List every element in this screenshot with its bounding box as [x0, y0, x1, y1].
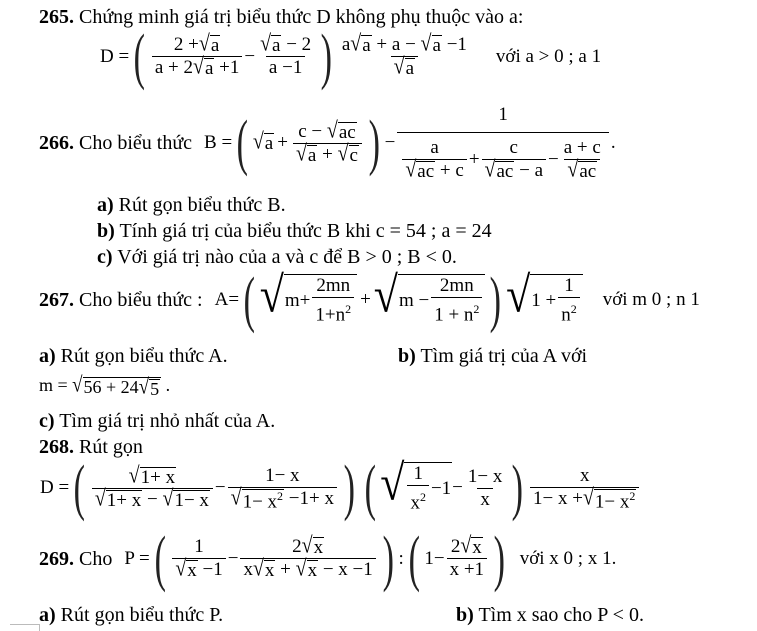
fraction: 2 + √ a a + 2 √ a +1	[152, 34, 243, 79]
part-a: a) Rút gọn biểu thức A.	[39, 345, 228, 367]
part-b: b) Tìm x sao cho P < 0.	[456, 604, 644, 626]
right-paren: )	[512, 454, 524, 523]
problem-intro: Cho biểu thức :	[79, 289, 203, 312]
left-paren: (	[73, 454, 86, 523]
problem-number: 268.	[39, 436, 74, 458]
problem-intro: Cho biểu thức	[79, 132, 193, 154]
fraction: 1 √ x −1	[172, 536, 225, 581]
formula-lhs: A=	[214, 289, 240, 311]
m-value: m = √ 56 + 24 √ 5 .	[39, 373, 171, 400]
right-paren: )	[320, 22, 333, 91]
problem-intro: Cho	[79, 547, 113, 570]
problem-number: 266.	[39, 132, 74, 154]
right-paren: )	[343, 454, 355, 523]
left-paren: (	[154, 524, 166, 593]
part-b: b) Tìm giá trị của A với	[398, 345, 588, 367]
problem-265-heading	[39, 6, 523, 28]
part-a: a) Rút gọn biểu thức B.	[97, 194, 286, 216]
condition: với x 0 ; x 1.	[519, 547, 617, 569]
formula-lhs: D =	[40, 477, 70, 499]
right-paren: )	[493, 524, 506, 593]
problem-intro: Rút gọn	[79, 436, 143, 458]
problem-number: 265.	[39, 6, 74, 28]
right-paren: )	[490, 266, 502, 335]
big-fraction: 1 a √ ac + c + c √ ac − a − a + c √ ac	[397, 104, 609, 182]
fraction: c − √ ac √ a + √ c	[293, 121, 362, 166]
formula-lhs: B =	[204, 132, 233, 153]
part-c: c) Tìm giá trị nhỏ nhất của A.	[39, 410, 276, 432]
formula-266: 266. Cho biểu thức B = ( √ a + c − √ ac √ a + √ c ) − 1 a √ ac + c + c √ ac − a − a + c √ ac .	[39, 104, 616, 183]
formula-265: D = ( 2 + √ a a + 2 √ a +1 − √ a − 2 a −1 ) a √ a + a − √ a −1 √ a với a > 0 ; a 1	[100, 22, 602, 91]
left-paren: (	[364, 454, 376, 523]
formula-268: D = ( √ 1+ x √ 1+ x − √ 1− x − 1− x √ $1- x^2$ −1+ x ) ( √ $\frac{1}{x^2}$ −1 − $\frac{1- x}{x}$ ) x 1− x + √ $1- x^2$	[40, 462, 641, 514]
fraction: 2 √ x x √ x + √ x − x −1	[240, 536, 375, 581]
part-b: b) Tính giá trị của biểu thức B khi c = 54 ; a = 24	[97, 220, 492, 242]
problem-number: 269.	[39, 547, 74, 570]
condition: với a > 0 ; a 1	[495, 45, 602, 67]
formula-lhs: D =	[100, 45, 130, 67]
fraction: a √ a + a − √ a −1 √ a	[341, 31, 467, 80]
part-a: a) Rút gọn biểu thức P.	[39, 604, 224, 626]
right-paren: )	[368, 109, 380, 177]
fraction: $\frac{1- x}{x}$	[467, 465, 503, 510]
left-paren: (	[408, 524, 420, 593]
fraction: √ a − 2 a −1	[260, 31, 312, 78]
fraction: 1− x √ $1- x^2$ −1+ x	[228, 465, 337, 512]
condition: với m 0 ; n 1	[602, 289, 700, 311]
problem-268-heading	[39, 436, 143, 458]
formula-lhs: P =	[124, 547, 150, 569]
part-c: c) Với giá trị nào của a và c để B > 0 ; B < 0.	[97, 246, 457, 268]
page-corner-mark	[10, 624, 40, 626]
problem-intro: Chứng minh giá trị biểu thức D không phụ thuộc vào a:	[79, 6, 524, 28]
left-paren: (	[133, 22, 146, 91]
right-paren: )	[382, 524, 394, 593]
fraction: 2 √ x x +1	[447, 536, 487, 581]
problem-number: 267.	[39, 289, 74, 312]
formula-267: 267. Cho biểu thức : A= ( √ m+ $\frac{2mn}{1+n^2}$ + √ m − $\frac{2mn}{1 + n^2}$ ) √ 1 + $\frac{1}{n^2}$ với m 0 ; n 1	[39, 266, 700, 335]
fraction: x 1− x + √ $1- x^2$	[530, 465, 639, 512]
fraction: √ 1+ x √ 1+ x − √ 1− x	[92, 466, 213, 511]
left-paren: (	[236, 109, 249, 177]
page-corner-mark	[39, 624, 41, 631]
formula-269: 269. Cho P = ( 1 √ x −1 − 2 √ x x √ x + √ x − x −1 ) : ( 1− 2 √ x x +1 ) với x 0 ; x 1.	[39, 524, 617, 593]
left-paren: (	[243, 266, 256, 335]
